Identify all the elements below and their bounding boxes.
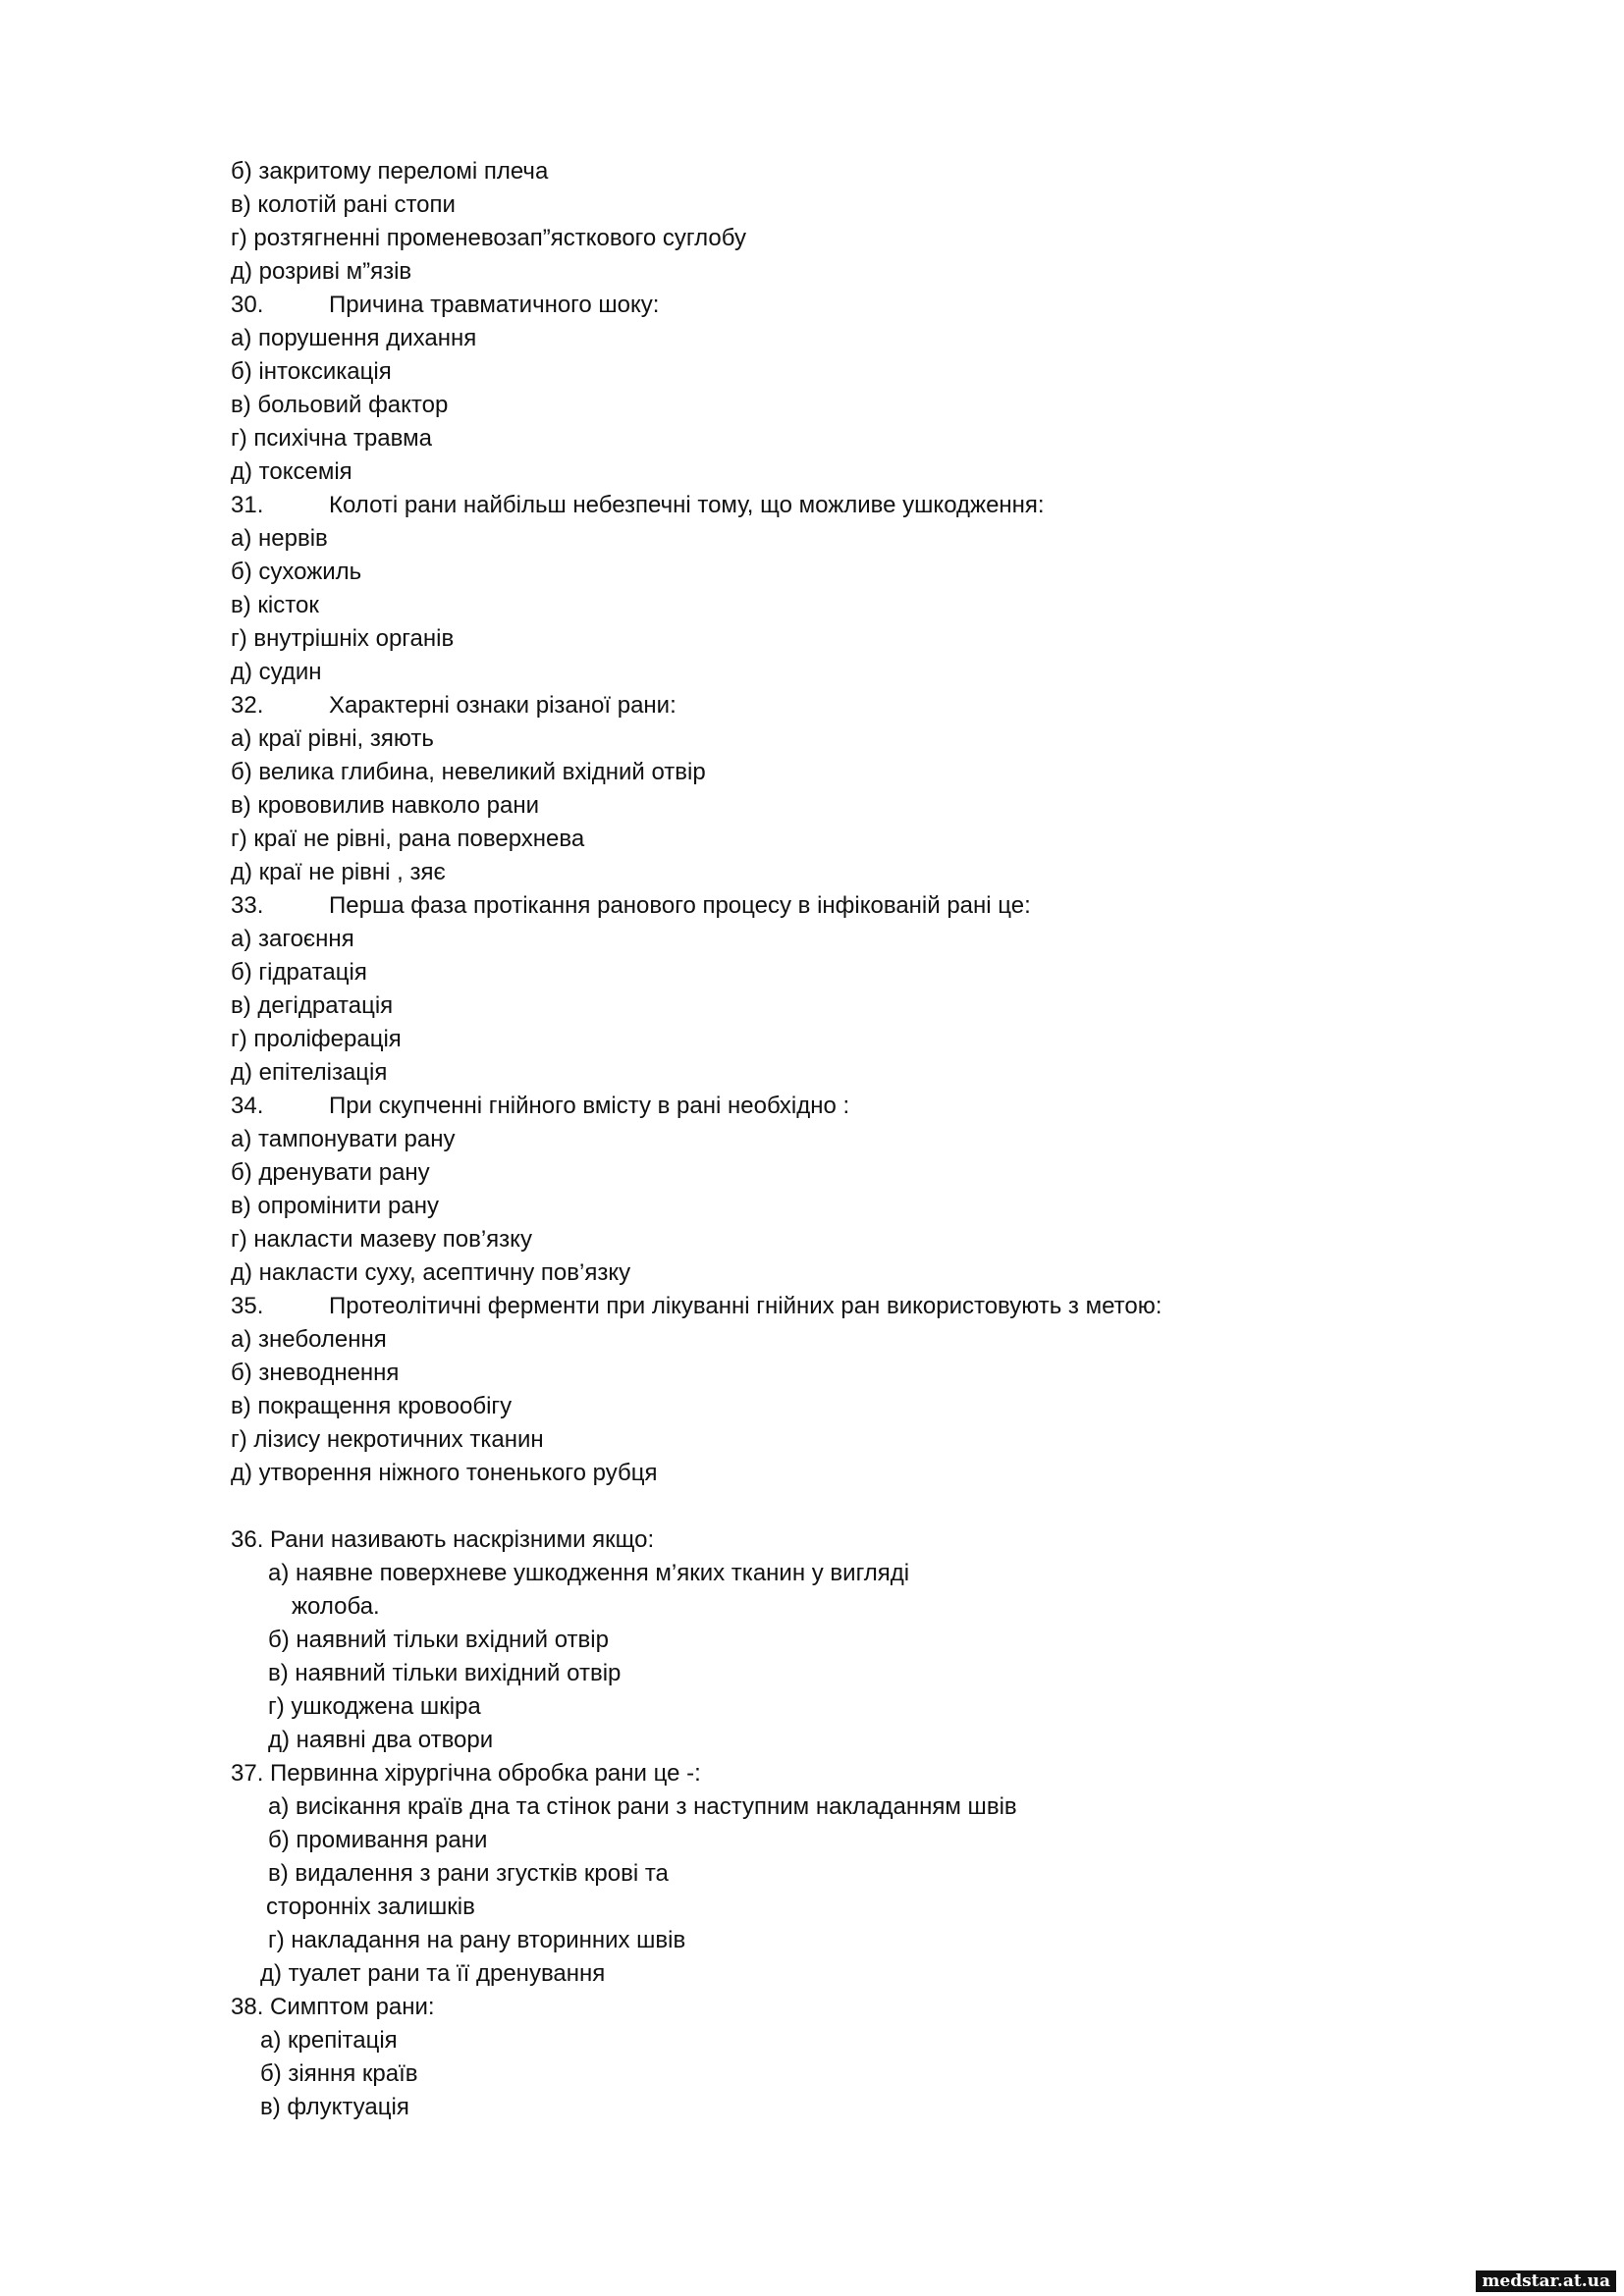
question-33 [231,891,1031,921]
option-line: д) токсемія [231,458,352,485]
question-text: Колоті рани найбільш небезпечні тому, що можливе ушкодження: [329,492,1045,518]
question-text: Протеолітичні ферменти при лікуванні гнійних ран використовують з метою: [329,1293,1163,1319]
option-line: а) загоєння [231,926,354,952]
option-line: д) утворення ніжного тоненького рубця [231,1460,658,1486]
option-line: г) накласти мазеву пов’язку [231,1226,532,1253]
option-line: д) наявні два отвори [268,1727,494,1753]
option-line: г) внутрішніх органів [231,625,455,652]
option-line: г) психічна травма [231,425,432,452]
option-line: б) зневоднення [231,1360,400,1386]
option-line: в) колотій рані стопи [231,191,456,218]
option-line: жолоба. [292,1593,380,1620]
option-line: б) зіяння країв [260,2060,418,2087]
option-line: а) краї рівні, зяють [231,725,434,752]
option-line: сторонніх залишків [266,1894,475,1920]
option-line: г) ушкоджена шкіра [268,1693,481,1720]
question-number: 33. [231,892,264,919]
option-line: а) знеболення [231,1326,387,1353]
question-number: 32. [231,692,264,719]
question-number: 35. [231,1293,264,1319]
option-line: д) накласти суху, асептичну пов’язку [231,1259,631,1286]
question-number: 31. [231,492,264,518]
question-35 [231,1292,1162,1321]
question-30 [231,291,659,320]
question-text: Характерні ознаки різаної рани: [329,692,677,719]
question-31 [231,491,1045,520]
option-line: г) проліферація [231,1026,402,1052]
option-line: в) наявний тільки вихідний отвір [268,1660,622,1686]
option-line: б) дренувати рану [231,1159,430,1186]
option-line: а) наявне поверхневе ушкодження м’яких тканин у вигляді [268,1560,910,1586]
option-line: в) кісток [231,592,319,618]
option-line: б) гідратація [231,959,367,986]
option-line: б) інтоксикація [231,358,392,385]
option-line: б) сухожиль [231,559,362,585]
option-line: в) больовий фактор [231,392,449,418]
option-line: г) розтягненні променевозап”ясткового суглобу [231,225,746,251]
question-text: Перша фаза протікання ранового процесу в інфікованій рані це: [329,892,1031,919]
option-line: б) велика глибина, невеликий вхідний отвір [231,759,706,785]
option-line: а) висікання країв дна та стінок рани з наступним накладанням швів [268,1793,1017,1820]
question-38-title: 38. Симптом рани: [231,1994,435,2020]
option-line: д) судин [231,659,322,685]
option-line: д) епітелізація [231,1059,388,1086]
option-line: д) краї не рівні , зяє [231,859,446,885]
question-36-title: 36. Рани називають наскрізними якщо: [231,1526,655,1553]
option-line: а) порушення дихання [231,325,477,351]
option-line: в) покращення кровообігу [231,1393,513,1419]
option-line: б) закритому переломі плеча [231,158,549,185]
question-text: При скупченні гнійного вмісту в рані необхідно : [329,1093,850,1119]
option-line: г) краї не рівні, рана поверхнева [231,826,585,852]
option-line: а) тампонувати рану [231,1126,456,1152]
option-line: г) лізису некротичних тканин [231,1426,544,1453]
question-text: Причина травматичного шоку: [329,292,660,318]
option-line: в) крововилив навколо рани [231,792,540,819]
option-line: в) флуктуація [260,2094,409,2120]
option-line: г) накладання на рану вторинних швів [268,1927,686,1953]
question-34 [231,1092,849,1121]
question-37-title: 37. Первинна хірургічна обробка рани це -: [231,1760,701,1787]
option-line: в) дегідратація [231,992,394,1019]
option-line: в) видалення з рани згустків крові та [268,1860,669,1887]
question-32 [231,691,677,721]
question-number: 34. [231,1093,264,1119]
option-line: б) промивання рани [268,1827,488,1853]
option-line: д) туалет рани та її дренування [260,1960,606,1987]
site-watermark: medstar.at.ua [1476,2270,1616,2292]
option-line: б) наявний тільки вхідний отвір [268,1627,609,1653]
question-number: 30. [231,292,264,318]
option-line: а) нервів [231,525,328,552]
option-line: а) крепітація [260,2027,398,2054]
option-line: в) опромінити рану [231,1193,439,1219]
option-line: д) розриві м”язів [231,258,412,285]
